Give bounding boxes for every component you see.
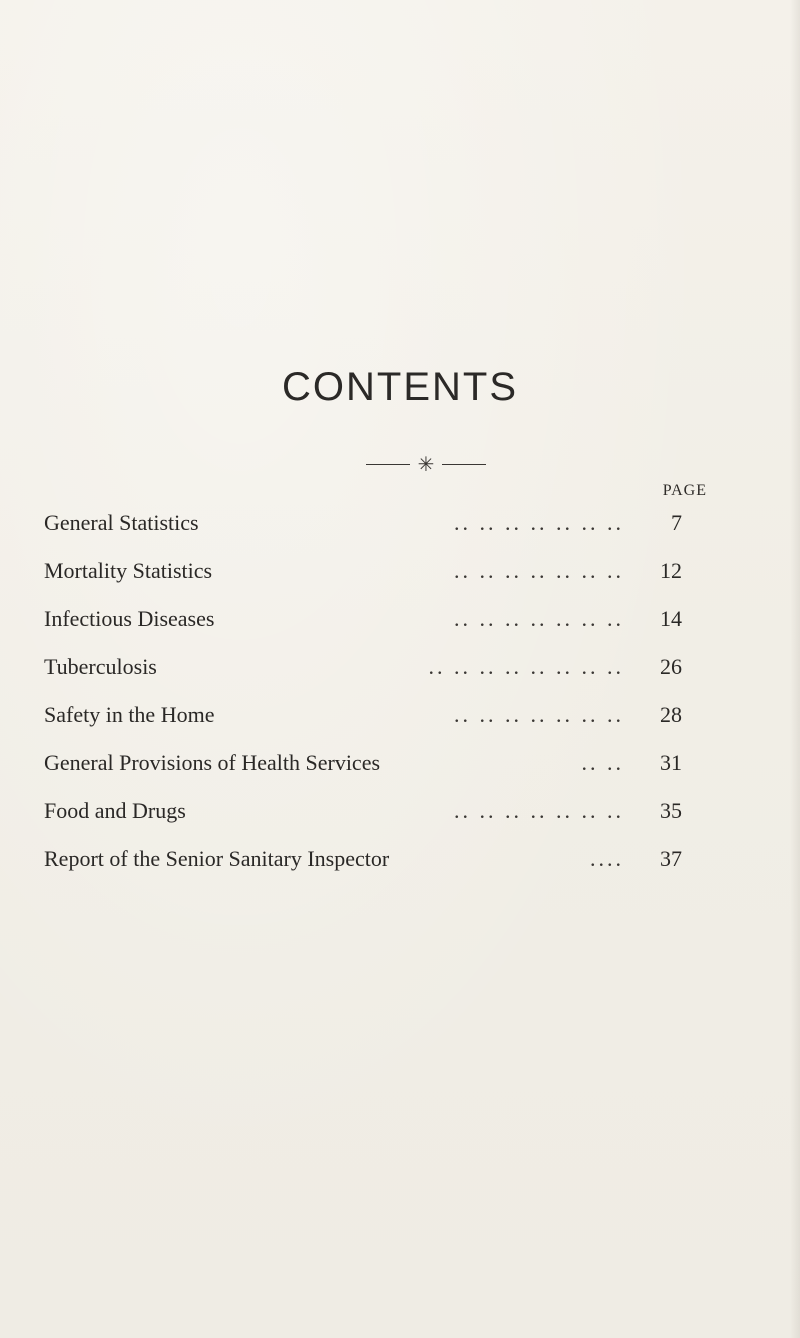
toc-entry-page: 31 (660, 750, 682, 775)
toc-entry (44, 743, 704, 791)
toc-entry-page: 7 (671, 510, 682, 535)
toc-entry-title: Safety in the Home (44, 702, 215, 727)
toc-entry-page: 37 (660, 846, 682, 871)
table-of-contents (44, 503, 704, 887)
toc-entry-title: Food and Drugs (44, 798, 186, 823)
asterisk-ornament-icon: ✳ (417, 452, 435, 476)
toc-entry (44, 839, 704, 887)
toc-entry (44, 503, 704, 551)
toc-entry (44, 647, 704, 695)
toc-entry-leader: .. .. .. .. .. .. .. (454, 510, 624, 535)
toc-entry-page: 14 (660, 606, 682, 631)
toc-entry (44, 599, 704, 647)
divider-line-left (366, 464, 410, 465)
toc-entry-leader: .. .. .. .. .. .. .. (454, 558, 624, 583)
page-edge-shadow (790, 0, 800, 1338)
toc-entry-leader: .. .. .. .. .. .. .. .. (428, 654, 624, 679)
toc-entry-page: 28 (660, 702, 682, 727)
toc-entry-leader: .. .. (581, 750, 624, 775)
toc-entry-page: 26 (660, 654, 682, 679)
toc-entry-title: Tuberculosis (44, 654, 157, 679)
divider-line-right (442, 464, 486, 465)
toc-entry-leader: .... (590, 846, 624, 871)
toc-entry-page: 35 (660, 798, 682, 823)
title-divider (366, 452, 486, 476)
toc-entry-title: General Provisions of Health Services (44, 750, 381, 775)
toc-entry (44, 551, 704, 599)
toc-entry-leader: .. .. .. .. .. .. .. (454, 606, 624, 631)
toc-entry-page: 12 (660, 558, 682, 583)
toc-entry-title: General Statistics (44, 510, 199, 535)
page-column-header: PAGE (662, 482, 707, 499)
toc-entry (44, 791, 704, 839)
page-title: CONTENTS (282, 365, 518, 409)
toc-entry-leader: .. .. .. .. .. .. .. (454, 798, 624, 823)
toc-entry-title: Mortality Statistics (44, 558, 213, 583)
toc-entry-title: Infectious Diseases (44, 606, 215, 631)
toc-entry-leader: .. .. .. .. .. .. .. (454, 702, 624, 727)
toc-entry-title: Report of the Senior Sanitary Inspector (44, 846, 390, 871)
toc-entry (44, 695, 704, 743)
